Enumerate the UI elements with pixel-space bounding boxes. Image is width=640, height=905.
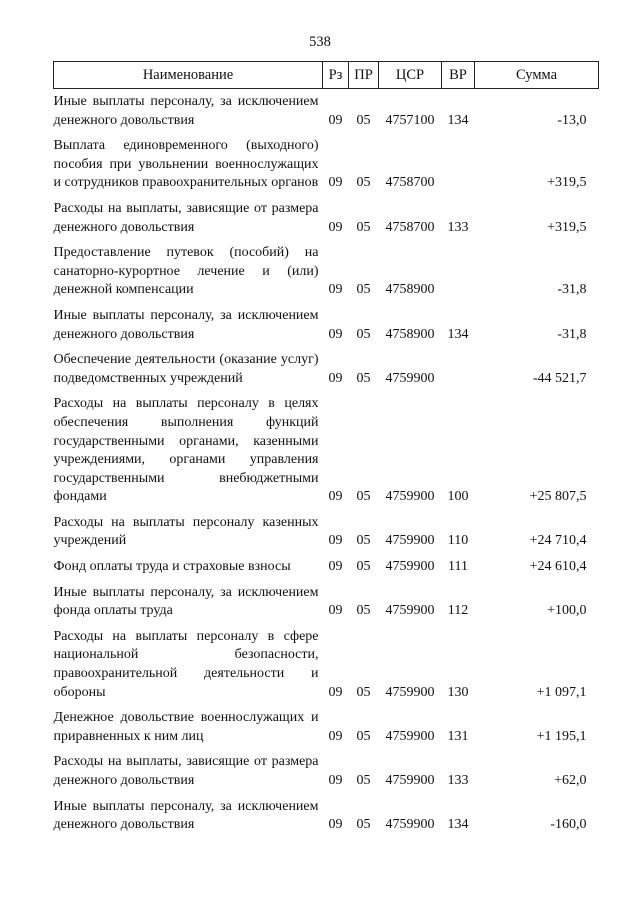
cell-pr: 05 bbox=[356, 219, 371, 235]
table-header-row bbox=[54, 62, 599, 89]
cell-pr: 05 bbox=[356, 175, 371, 191]
cell-pr: 05 bbox=[356, 370, 371, 386]
header-pr: ПР bbox=[349, 62, 379, 89]
table-row bbox=[54, 577, 599, 621]
cell-rz: 09 bbox=[328, 684, 343, 700]
cell-vr bbox=[442, 237, 475, 300]
cell-sum: +1 195,1 bbox=[536, 728, 587, 744]
table-row bbox=[54, 300, 599, 344]
cell-csr: 4759900 bbox=[385, 489, 435, 505]
table-row bbox=[54, 791, 599, 835]
cell-name: Иные выплаты персоналу, за исключением денежного довольствия bbox=[53, 94, 319, 128]
cell-csr: 4759900 bbox=[385, 533, 435, 549]
cell-sum: +62,0 bbox=[554, 773, 587, 788]
cell-rz: 09 bbox=[328, 326, 343, 342]
page-number: 538 bbox=[309, 34, 331, 50]
cell-name: Расходы на выплаты, зависящие от размера денежного довольствия bbox=[53, 200, 319, 235]
cell-name: Иные выплаты персоналу, за исключением денежного довольствия bbox=[53, 307, 319, 342]
cell-csr: 4757100 bbox=[385, 112, 435, 128]
cell-csr: 4759900 bbox=[385, 370, 435, 386]
cell-sum: +24 610,4 bbox=[529, 559, 587, 575]
cell-vr: 133 bbox=[447, 219, 469, 235]
table-row bbox=[54, 237, 599, 300]
cell-rz: 09 bbox=[328, 489, 343, 505]
table-row bbox=[54, 746, 599, 790]
cell-rz: 09 bbox=[328, 603, 343, 619]
table-row bbox=[54, 344, 599, 388]
table-row bbox=[54, 507, 599, 551]
cell-sum: +100,0 bbox=[547, 603, 587, 619]
budget-table bbox=[53, 61, 599, 835]
cell-vr: 134 bbox=[447, 326, 469, 342]
cell-csr: 4759900 bbox=[385, 684, 435, 700]
header-csr: ЦСР bbox=[379, 62, 442, 89]
cell-pr: 05 bbox=[356, 728, 371, 744]
cell-name: Предоставление путевок (пособий) на санаторно-курортное лечение и (или) денежной компенсации bbox=[53, 245, 319, 298]
cell-pr: 05 bbox=[356, 282, 371, 298]
cell-pr: 05 bbox=[356, 684, 371, 700]
cell-vr: 130 bbox=[447, 684, 469, 700]
cell-rz: 09 bbox=[328, 219, 343, 235]
cell-csr: 4758900 bbox=[385, 326, 435, 342]
table-row bbox=[54, 89, 599, 131]
cell-csr: 4759900 bbox=[385, 559, 435, 575]
header-vr: ВР bbox=[442, 62, 475, 89]
header-rz: Рз bbox=[323, 62, 349, 89]
cell-sum: -13,0 bbox=[557, 112, 587, 128]
cell-rz: 09 bbox=[328, 728, 343, 744]
cell-name: Расходы на выплаты, зависящие от размера денежного довольствия bbox=[53, 754, 319, 788]
cell-vr: 131 bbox=[447, 728, 469, 744]
table-row bbox=[54, 193, 599, 237]
cell-csr: 4759900 bbox=[385, 728, 435, 744]
cell-rz: 09 bbox=[328, 282, 343, 298]
cell-vr: 100 bbox=[447, 489, 469, 505]
cell-name: Фонд оплаты труда и страховые взносы bbox=[53, 559, 291, 575]
cell-sum: -31,8 bbox=[557, 282, 587, 298]
cell-name: Расходы на выплаты персоналу в целях обеспечения выполнения функций государственными органами, казенными учреждениями, органами управления государственными внебюджетными фондами bbox=[53, 396, 319, 505]
cell-sum: +25 807,5 bbox=[529, 489, 587, 505]
cell-vr: 110 bbox=[447, 533, 469, 549]
cell-vr bbox=[442, 344, 475, 388]
table-row bbox=[54, 621, 599, 702]
cell-name: Иные выплаты персоналу, за исключением денежного довольствия bbox=[53, 798, 319, 833]
cell-pr: 05 bbox=[356, 603, 371, 619]
header-sum: Сумма bbox=[475, 62, 599, 89]
table-row bbox=[54, 551, 599, 577]
cell-name: Обеспечение деятельности (оказание услуг) подведомственных учреждений bbox=[53, 352, 319, 386]
cell-name: Расходы на выплаты персоналу казенных учреждений bbox=[53, 514, 319, 549]
cell-rz: 09 bbox=[328, 370, 343, 386]
cell-pr: 05 bbox=[356, 773, 371, 788]
cell-sum: +319,5 bbox=[547, 175, 587, 191]
cell-rz: 09 bbox=[328, 175, 343, 191]
cell-vr: 134 bbox=[447, 817, 469, 833]
cell-sum: -44 521,7 bbox=[532, 370, 587, 386]
cell-name: Иные выплаты персоналу, за исключением фонда оплаты труда bbox=[53, 584, 319, 619]
cell-pr: 05 bbox=[356, 112, 371, 128]
cell-name: Расходы на выплаты персоналу в сфере национальной безопасности, правоохранительной деятельности и обороны bbox=[53, 628, 319, 700]
cell-sum: +24 710,4 bbox=[529, 533, 587, 549]
table-row bbox=[54, 388, 599, 507]
cell-pr: 05 bbox=[356, 533, 371, 549]
cell-csr: 4758700 bbox=[385, 175, 435, 191]
cell-sum: -160,0 bbox=[550, 817, 587, 833]
cell-rz: 09 bbox=[328, 533, 343, 549]
cell-csr: 4759900 bbox=[385, 603, 435, 619]
cell-pr: 05 bbox=[356, 489, 371, 505]
cell-sum: +1 097,1 bbox=[536, 684, 587, 700]
cell-rz: 09 bbox=[328, 559, 343, 575]
cell-csr: 4758900 bbox=[385, 282, 435, 298]
cell-vr: 133 bbox=[447, 773, 469, 788]
cell-csr: 4759900 bbox=[385, 773, 435, 788]
cell-vr: 112 bbox=[447, 603, 469, 619]
cell-name: Денежное довольствие военнослужащих и приравненных к ним лиц bbox=[53, 710, 319, 744]
cell-pr: 05 bbox=[356, 559, 371, 575]
cell-rz: 09 bbox=[328, 112, 343, 128]
cell-rz: 09 bbox=[328, 817, 343, 833]
cell-sum: +319,5 bbox=[547, 219, 587, 235]
cell-csr: 4758700 bbox=[385, 219, 435, 235]
header-name: Наименование bbox=[54, 62, 323, 89]
cell-vr: 134 bbox=[447, 112, 469, 128]
cell-rz: 09 bbox=[328, 773, 343, 788]
cell-vr bbox=[442, 130, 475, 193]
cell-csr: 4759900 bbox=[385, 817, 435, 833]
cell-vr: 111 bbox=[448, 559, 468, 575]
cell-sum: -31,8 bbox=[557, 326, 587, 342]
cell-pr: 05 bbox=[356, 817, 371, 833]
table-row bbox=[54, 130, 599, 193]
table-row bbox=[54, 702, 599, 746]
cell-pr: 05 bbox=[356, 326, 371, 342]
cell-name: Выплата единовременного (выходного) пособия при увольнении военнослужащих и сотрудников правоохранительных органов bbox=[53, 138, 319, 191]
